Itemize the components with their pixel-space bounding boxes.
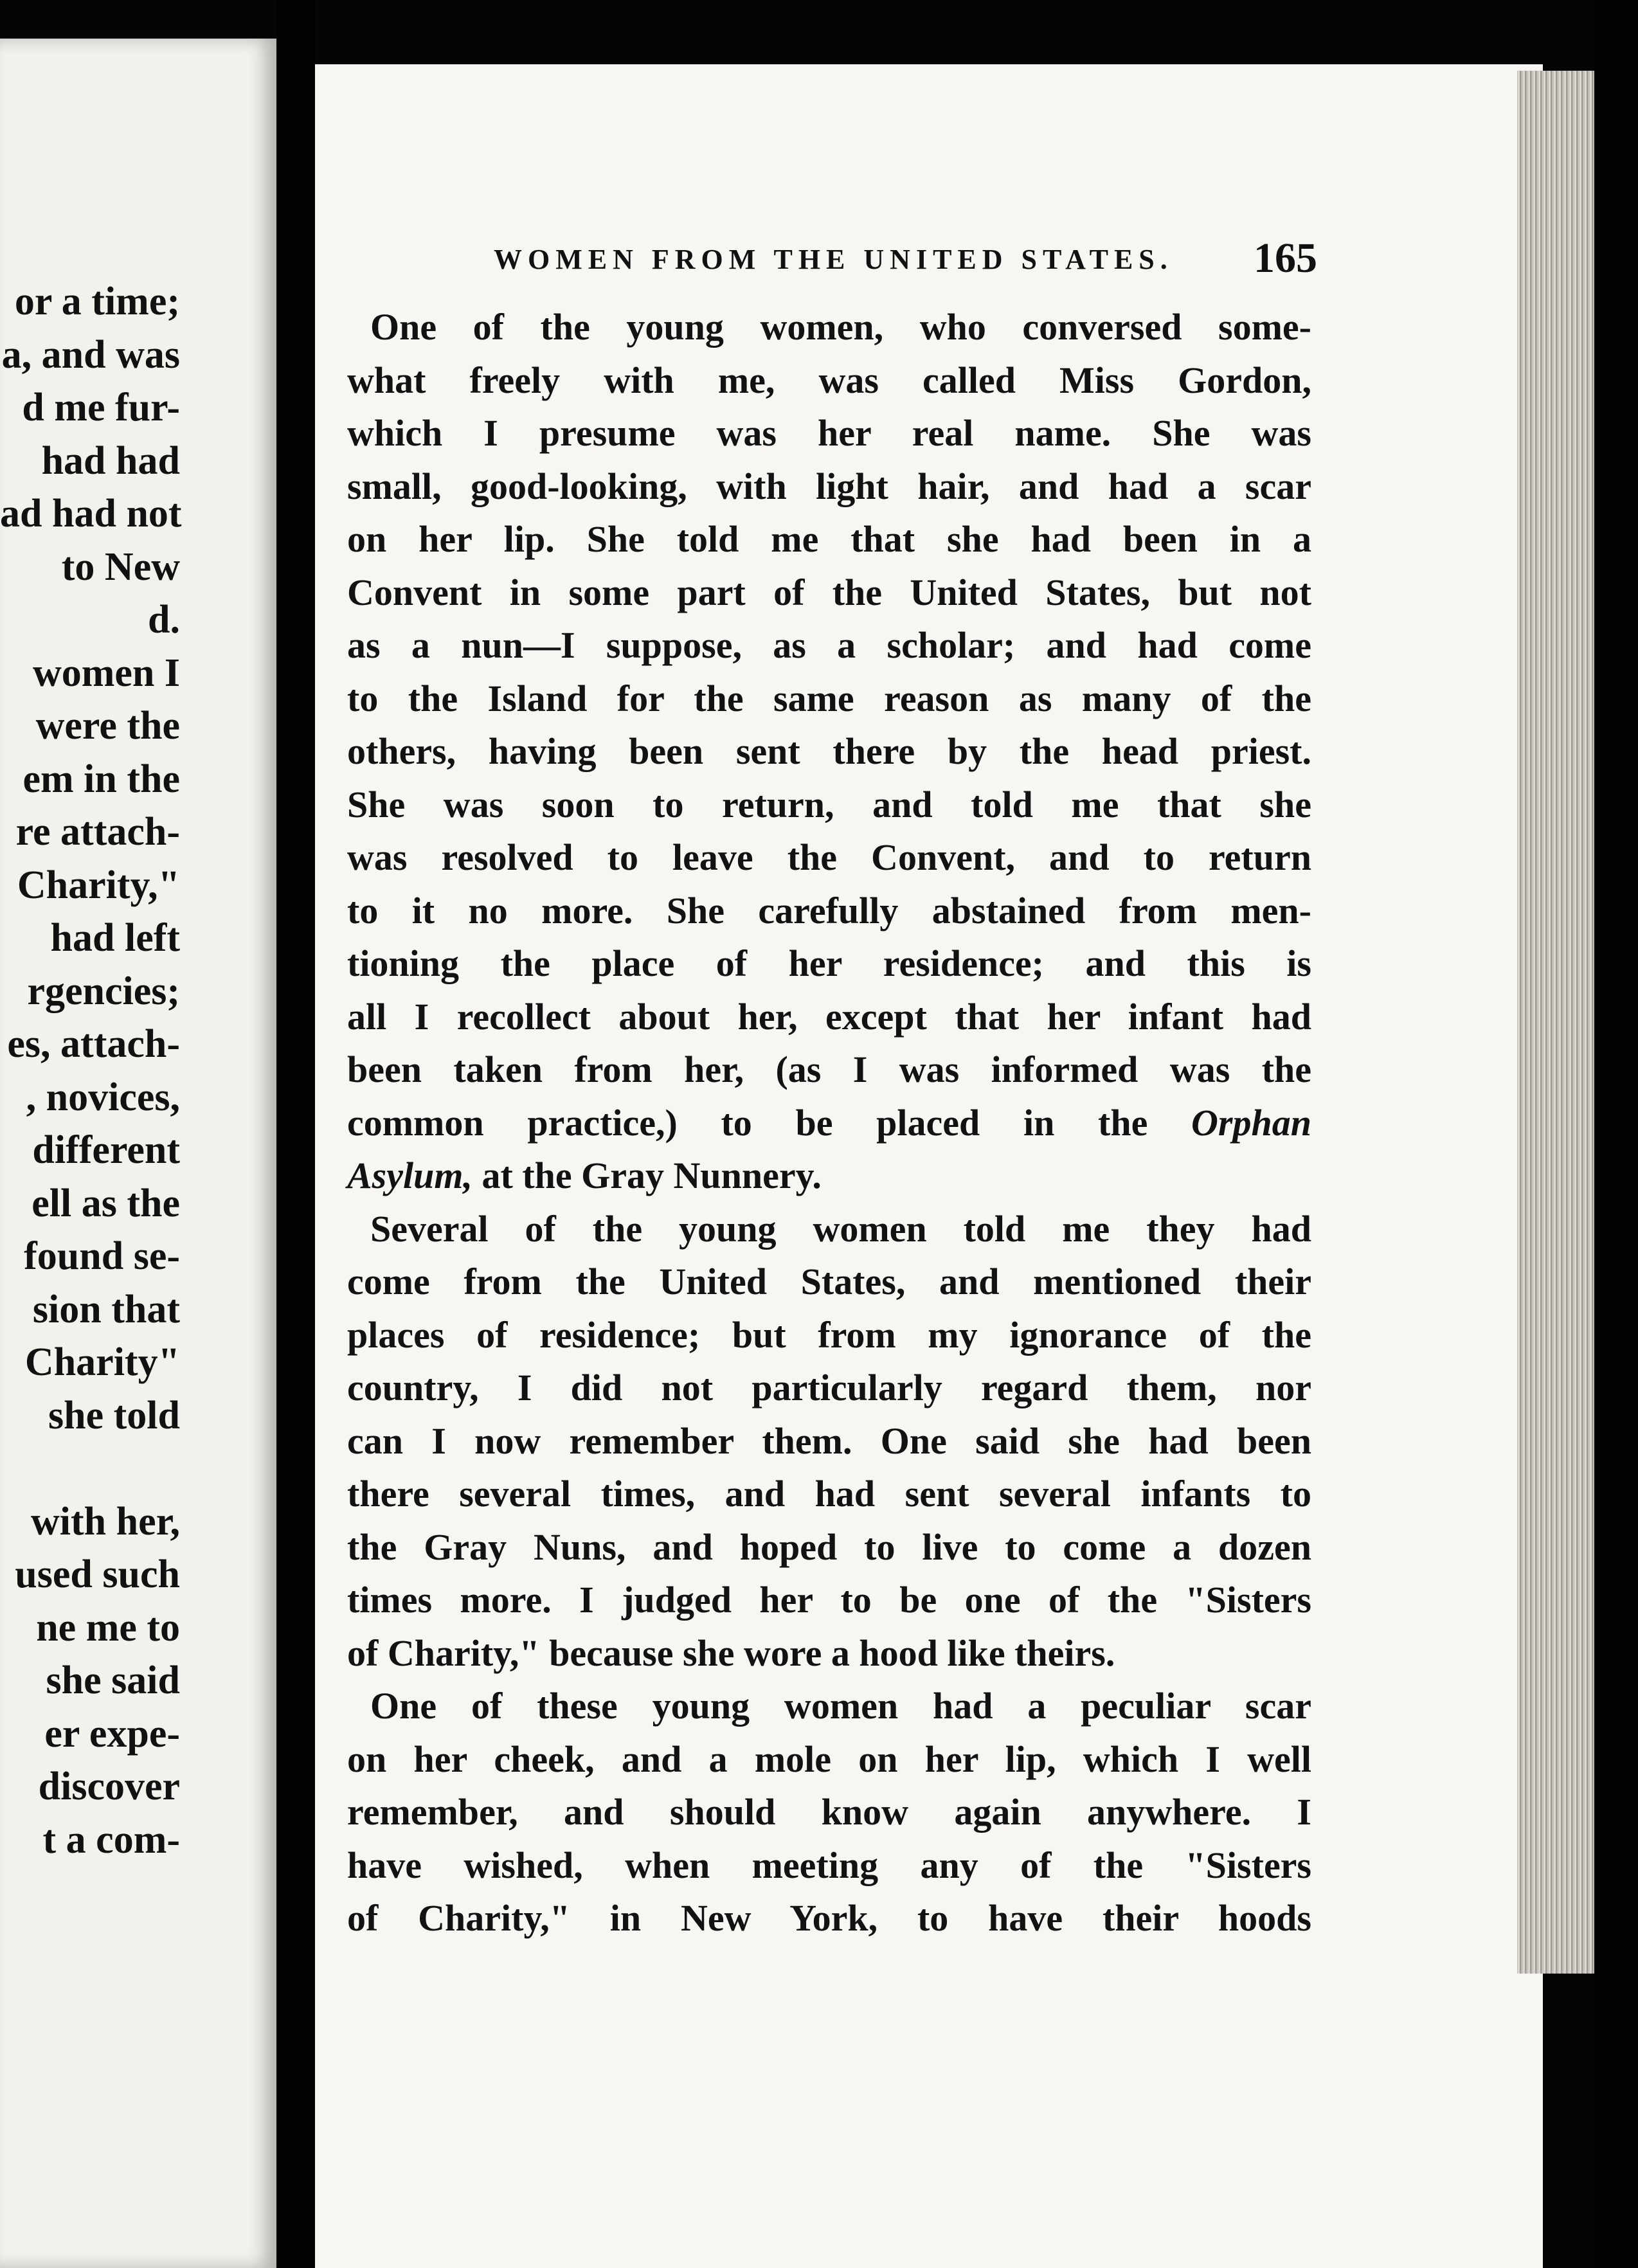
left-page-text bbox=[0, 275, 180, 1866]
text-line: what freely with me, was called Miss Gordon, bbox=[347, 359, 1311, 401]
left-line: , novices, bbox=[26, 1075, 180, 1119]
left-line: es, attach- bbox=[7, 1022, 180, 1066]
text-line: was resolved to leave the Convent, and to return bbox=[347, 836, 1311, 878]
left-line: found se- bbox=[24, 1234, 180, 1278]
left-line: sion that bbox=[32, 1287, 180, 1331]
page-block-edge bbox=[1517, 71, 1594, 1974]
left-line: with her, bbox=[31, 1499, 180, 1544]
text-line: of Charity," because she wore a hood like theirs. bbox=[347, 1632, 1115, 1674]
text-line: others, having been sent there by the head priest. bbox=[347, 730, 1311, 772]
left-line: re attach- bbox=[15, 810, 180, 854]
left-line: rgencies; bbox=[27, 969, 180, 1013]
left-line: she told bbox=[48, 1393, 180, 1437]
text-line: country, I did not particularly regard them, nor bbox=[347, 1367, 1311, 1408]
left-line: or a time; bbox=[14, 280, 180, 323]
book-gutter bbox=[276, 0, 315, 2268]
text-line: common practice,) to be placed in the Orphan bbox=[347, 1101, 1311, 1144]
running-head: WOMEN FROM THE UNITED STATES. bbox=[494, 244, 1173, 275]
text-line: come from the United States, and mentioned their bbox=[347, 1261, 1311, 1302]
text-line: to it no more. She carefully abstained from men- bbox=[347, 889, 1311, 932]
text-line: times more. I judged her to be one of the "Sisters bbox=[347, 1579, 1311, 1621]
text-line: to the Island for the same reason as many of the bbox=[347, 677, 1311, 719]
left-line: Charity," bbox=[17, 863, 180, 907]
text-line: One of the young women, who conversed some- bbox=[370, 306, 1311, 348]
text-line: She was soon to return, and told me that she bbox=[347, 783, 1311, 825]
page-number: 165 bbox=[1254, 235, 1317, 282]
text-line: all I recollect about her, except that her infant had bbox=[347, 995, 1311, 1038]
left-line: t a com- bbox=[42, 1817, 180, 1862]
text-line: tioning the place of her residence; and this is bbox=[347, 942, 1311, 984]
text-line: been taken from her, (as I was informed was the bbox=[347, 1048, 1311, 1090]
left-line: ne me to bbox=[36, 1605, 180, 1650]
text-line: small, good-looking, with light hair, and had a scar bbox=[347, 465, 1311, 507]
text-line: of Charity," in New York, to have their hoods bbox=[347, 1897, 1311, 1939]
left-line bbox=[0, 1442, 180, 1495]
left-line: ell as the bbox=[32, 1181, 180, 1225]
text-line: Convent in some part of the United States, but not bbox=[347, 571, 1311, 613]
text-line: remember, and should know again anywhere. I bbox=[347, 1791, 1311, 1833]
text-line: the Gray Nuns, and hoped to live to come a dozen bbox=[347, 1526, 1311, 1568]
text-line: Asylum, at the Gray Nunnery. bbox=[347, 1155, 822, 1196]
left-line: d. bbox=[148, 598, 180, 642]
text-line: which I presume was her real name. She was bbox=[347, 412, 1311, 454]
left-line: discover bbox=[38, 1765, 180, 1808]
left-line: Charity" bbox=[24, 1340, 180, 1384]
left-line: ad had not bbox=[0, 492, 182, 536]
left-line: used such bbox=[15, 1553, 180, 1596]
text-line: have wished, when meeting any of the "Sisters bbox=[347, 1844, 1311, 1886]
text-line: One of these young women had a peculiar scar bbox=[370, 1685, 1311, 1727]
left-line: em in the bbox=[22, 757, 180, 801]
text-line: places of residence; but from my ignorance of the bbox=[347, 1313, 1311, 1356]
text-line: as a nun—I suppose, as a scholar; and had come bbox=[347, 624, 1311, 666]
left-line: had had bbox=[41, 438, 180, 483]
left-line: a, and was bbox=[1, 332, 180, 377]
left-line: er expe- bbox=[44, 1711, 180, 1756]
left-line: she said bbox=[46, 1659, 180, 1702]
left-line: different bbox=[32, 1128, 180, 1172]
body-text bbox=[347, 301, 1311, 1945]
left-line: were the bbox=[35, 704, 180, 748]
text-line: on her lip. She told me that she had been in a bbox=[347, 518, 1311, 560]
left-line: women I bbox=[32, 651, 180, 695]
text-line: on her cheek, and a mole on her lip, which I well bbox=[347, 1738, 1311, 1780]
left-facing-page bbox=[0, 39, 276, 2268]
left-line: had left bbox=[50, 916, 180, 960]
left-line: d me fur- bbox=[22, 386, 180, 429]
left-line: to New bbox=[61, 544, 180, 589]
text-line: can I now remember them. One said she had been bbox=[347, 1419, 1311, 1462]
scan-border bbox=[1594, 0, 1638, 2268]
text-line: there several times, and had sent several infants to bbox=[347, 1473, 1311, 1515]
text-line: Several of the young women told me they had bbox=[370, 1207, 1311, 1250]
